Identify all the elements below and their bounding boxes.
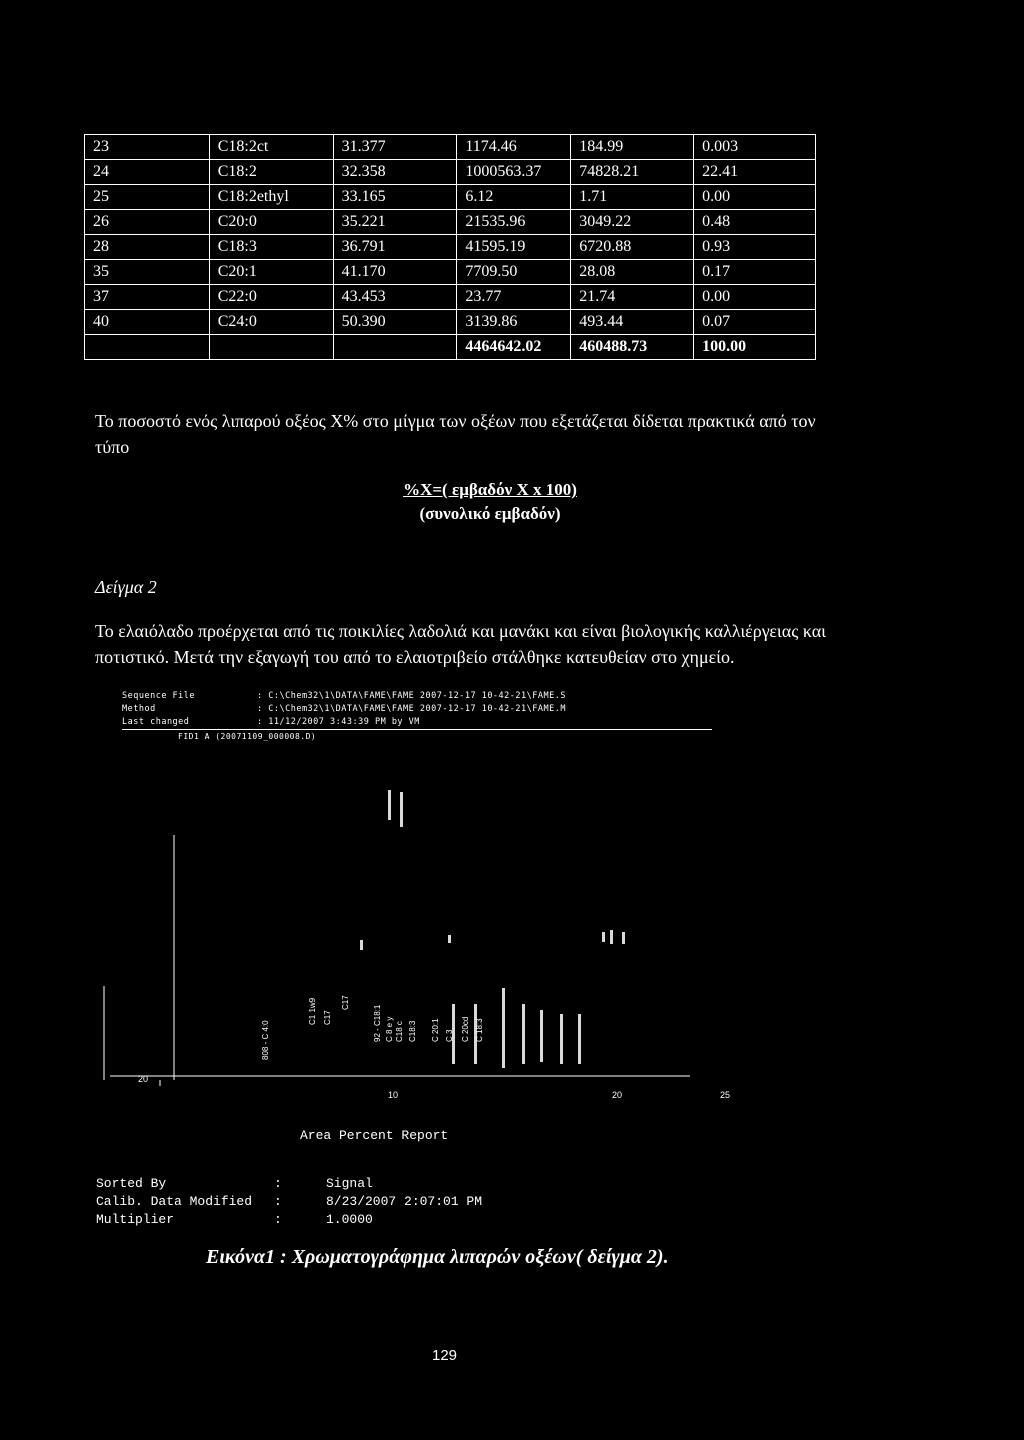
last-changed-label: Last changed xyxy=(122,717,190,727)
report-title: Area Percent Report xyxy=(300,1128,449,1143)
table-cell: C24:0 xyxy=(209,310,333,335)
table-cell: 23.77 xyxy=(457,285,571,310)
chromatogram xyxy=(90,780,770,1120)
chromatogram-peak xyxy=(602,932,605,942)
table-row xyxy=(85,235,816,260)
chromatogram-peak xyxy=(360,940,363,950)
table-cell: 184.99 xyxy=(571,135,694,160)
chromatogram-header xyxy=(122,690,712,743)
method-value: : C:\Chem32\1\DATA\FAME\FAME 2007-12-17 10-42-21\FAME.M xyxy=(257,704,566,714)
peak-label: 808 - C 4:0 xyxy=(261,1020,270,1060)
chromatogram-peak xyxy=(400,792,403,827)
table-cell: 40 xyxy=(85,310,210,335)
peak-label: C 18:3 xyxy=(475,1018,484,1042)
peak-label: C18 c xyxy=(395,1021,404,1042)
table-cell: 493.44 xyxy=(571,310,694,335)
table-cell: 35 xyxy=(85,260,210,285)
table-cell: 74828.21 xyxy=(571,160,694,185)
report-settings xyxy=(96,1175,516,1229)
table-cell: 22.41 xyxy=(694,160,816,185)
table-cell: 0.07 xyxy=(694,310,816,335)
table-row xyxy=(85,160,816,185)
table-row xyxy=(85,310,816,335)
table-row xyxy=(85,210,816,235)
table-cell: C20:0 xyxy=(209,210,333,235)
table-cell: 28.08 xyxy=(571,260,694,285)
formula-intro-paragraph: Το ποσοστό ενός λιπαρού οξέος Χ% στο μίγμα των οξέων που εξετάζεται δίδεται πρακτικά από τον τύπο xyxy=(95,411,816,457)
table-cell: 24 xyxy=(85,160,210,185)
peak-label: C18:3 xyxy=(408,1020,417,1042)
table-cell: 36.791 xyxy=(333,235,457,260)
table-cell: 21535.96 xyxy=(457,210,571,235)
table-cell: 41.170 xyxy=(333,260,457,285)
table-cell: 25 xyxy=(85,185,210,210)
table-cell: 3049.22 xyxy=(571,210,694,235)
peak-label: 92 - C18:1 xyxy=(373,1004,382,1042)
table-row xyxy=(85,135,816,160)
table-cell: 32.358 xyxy=(333,160,457,185)
chromatogram-peak xyxy=(540,1010,543,1062)
table-cell: 21.74 xyxy=(571,285,694,310)
chromatogram-peak xyxy=(578,1014,581,1064)
table-cell: 4464642.02 xyxy=(457,335,571,360)
sample-heading: Δείγμα 2 xyxy=(95,577,157,597)
figure-caption: Εικόνα1 : Χρωματογράφημα λιπαρών οξέων( δείγμα 2). xyxy=(206,1246,669,1268)
chromatogram-peak xyxy=(560,1014,563,1064)
table-cell: 41595.19 xyxy=(457,235,571,260)
table-cell: 1000563.37 xyxy=(457,160,571,185)
chromatogram-x-ticks xyxy=(388,1090,730,1100)
table-cell: C18:2ethyl xyxy=(209,185,333,210)
x-tick-label: 25 xyxy=(720,1090,731,1100)
table-total-row xyxy=(85,335,816,360)
method-label: Method xyxy=(122,704,156,714)
table-cell: 26 xyxy=(85,210,210,235)
table-cell: 37 xyxy=(85,285,210,310)
table-cell: 31.377 xyxy=(333,135,457,160)
formula-denominator: (συνολικό εμβαδόν) xyxy=(419,504,561,523)
table-cell: 33.165 xyxy=(333,185,457,210)
calib-colon: : xyxy=(274,1194,282,1209)
table-cell: 6720.88 xyxy=(571,235,694,260)
peak-label: C 3 xyxy=(445,1029,454,1042)
peak-label: C 20:1 xyxy=(431,1018,440,1042)
percent-formula xyxy=(300,478,680,526)
table-cell: 28 xyxy=(85,235,210,260)
table-cell: 100.00 xyxy=(694,335,816,360)
peak-label: C1 1w9 xyxy=(308,997,317,1025)
peak-label: C 20cd xyxy=(461,1016,470,1042)
table-cell: 7709.50 xyxy=(457,260,571,285)
multiplier-value: 1.0000 xyxy=(326,1212,373,1227)
table-cell xyxy=(333,335,457,360)
sorted-by-value: Signal xyxy=(326,1176,373,1191)
table-cell: 0.93 xyxy=(694,235,816,260)
formula-numerator: %Χ=( εμβαδόν Χ x 100) xyxy=(403,480,577,499)
table-row xyxy=(85,260,816,285)
chromatogram-peak xyxy=(610,930,613,944)
table-cell: C18:3 xyxy=(209,235,333,260)
table-cell: 0.00 xyxy=(694,285,816,310)
chromatogram-peak xyxy=(448,935,451,943)
x-tick-label: 10 xyxy=(388,1090,399,1100)
table-cell: 1.71 xyxy=(571,185,694,210)
x-tick-label: 20 xyxy=(612,1090,623,1100)
table-cell: 43.453 xyxy=(333,285,457,310)
table-cell xyxy=(209,335,333,360)
peak-label: C 8 e y xyxy=(385,1016,394,1042)
table-cell: 3139.86 xyxy=(457,310,571,335)
table-cell: 0.48 xyxy=(694,210,816,235)
table-cell: 35.221 xyxy=(333,210,457,235)
table-cell: 0.00 xyxy=(694,185,816,210)
multiplier-colon: : xyxy=(274,1212,282,1227)
chromatogram-peak xyxy=(502,988,505,1068)
sequence-file-label: Sequence File xyxy=(122,691,196,701)
signal-label: FID1 A (20071109_000008.D) xyxy=(178,732,317,741)
last-changed-value: : 11/12/2007 3:43:39 PM by VM xyxy=(257,717,420,727)
chromatogram-axes xyxy=(104,835,690,1086)
table-cell: 0.17 xyxy=(694,260,816,285)
sorted-by-label: Sorted By xyxy=(96,1176,167,1191)
table-cell: 460488.73 xyxy=(571,335,694,360)
peak-label: C17 xyxy=(323,1010,332,1025)
sorted-by-colon: : xyxy=(274,1176,282,1191)
table-cell: C22:0 xyxy=(209,285,333,310)
calib-value: 8/23/2007 2:07:01 PM xyxy=(326,1194,483,1209)
chromatogram-peak-labels xyxy=(261,995,484,1060)
table-cell: C20:1 xyxy=(209,260,333,285)
table-cell: 1174.46 xyxy=(457,135,571,160)
table-cell: 23 xyxy=(85,135,210,160)
table-cell: 6.12 xyxy=(457,185,571,210)
calib-label: Calib. Data Modified xyxy=(96,1194,253,1209)
table-cell: C18:2 xyxy=(209,160,333,185)
chromatogram-peak xyxy=(388,790,391,820)
chromatogram-peak xyxy=(522,1004,525,1064)
multiplier-label: Multiplier xyxy=(96,1212,175,1227)
page-number: 129 xyxy=(432,1347,458,1364)
table-cell: 50.390 xyxy=(333,310,457,335)
table-row xyxy=(85,185,816,210)
table-cell xyxy=(85,335,210,360)
peak-label: C17 xyxy=(341,995,350,1010)
sample-description: Το ελαιόλαδο προέρχεται από τις ποικιλίες λαδολιά και μανάκι και είναι βιολογικής καλλιέργειας και ποτιστικό. Μετά την εξαγωγή του από το ελαιοτριβείο στάλθηκε κατευθείαν στο χημείο. xyxy=(95,621,827,667)
sequence-file-value: : C:\Chem32\1\DATA\FAME\FAME 2007-12-17 10-42-21\FAME.S xyxy=(257,691,566,701)
y-tick-label: 20 xyxy=(138,1074,149,1084)
chromatogram-peak xyxy=(622,932,625,944)
table-cell: C18:2ct xyxy=(209,135,333,160)
table-cell: 0.003 xyxy=(694,135,816,160)
table-row xyxy=(85,285,816,310)
results-table xyxy=(84,134,816,360)
